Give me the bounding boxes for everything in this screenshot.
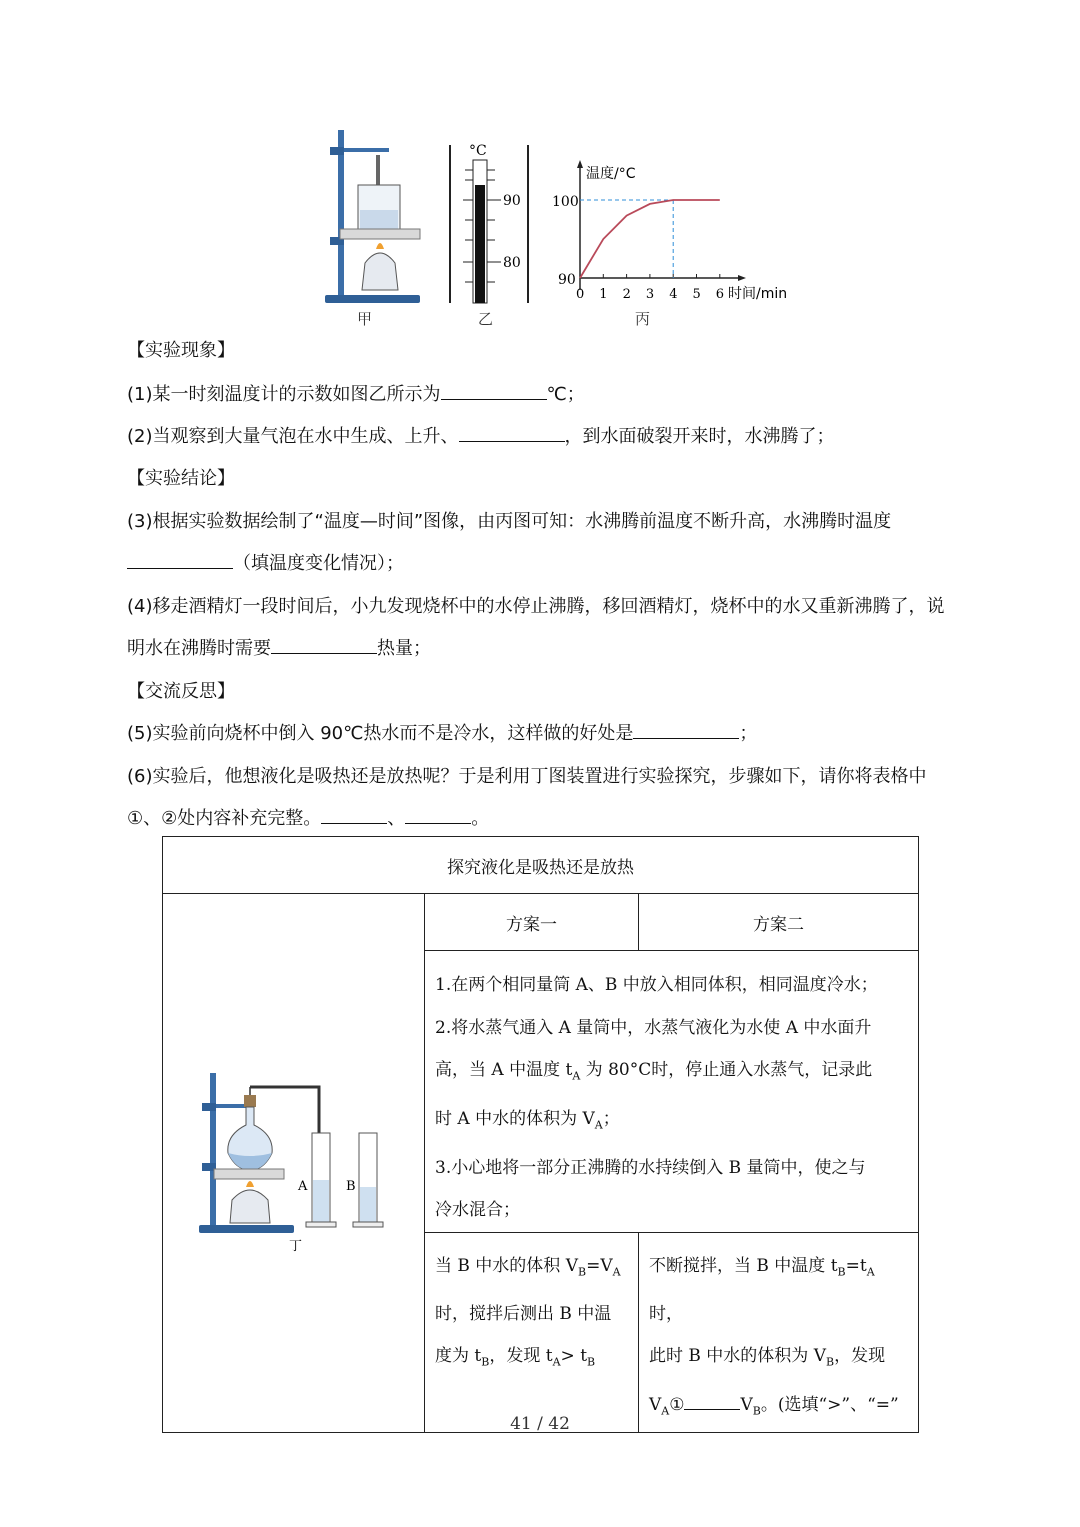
- answer-blank-2[interactable]: [459, 423, 565, 442]
- graph-x-tick-label: 0: [576, 287, 585, 302]
- thermometer-yi-figure: [445, 125, 535, 310]
- question-6-text: ①、②处内容补充完整。: [127, 808, 322, 829]
- plan-1-line-1: 当 B 中水的体积 $V_B=V_A$: [435, 1255, 621, 1279]
- question-5-text: (5)实验前向烧杯中倒入 90℃热水而不是冷水，这样做的好处是: [127, 723, 634, 744]
- plan-2-header: 方案二: [639, 894, 919, 951]
- experiment-table: [162, 836, 918, 1417]
- temperature-time-graph: [550, 160, 810, 345]
- section-phenomenon: 【实验现象】: [127, 340, 235, 361]
- plan-2-line-2: 此时 B 中水的体积为 $V_B$，发现: [649, 1346, 886, 1369]
- answer-blank-6b[interactable]: [405, 805, 471, 824]
- question-4-line-2: [127, 634, 431, 660]
- graph-x-tick-label: 5: [692, 287, 701, 302]
- plan-1-line-2: 时，搅拌后测出 B 中温: [435, 1304, 612, 1325]
- plan-2-line-1: 不断搅拌，当 B 中温度 $t_B=t_A$ 时，: [649, 1255, 875, 1325]
- figure-caption-bing: 丙: [635, 310, 651, 328]
- plan-1-header: 方案一: [425, 894, 639, 951]
- plan-1-line-3: 度为 $t_B$，发现 $t_A> t_B$: [435, 1346, 596, 1369]
- question-2-text: (2)当观察到大量气泡在水中生成、上升、: [127, 426, 459, 447]
- step-1: 1.在两个相同量筒 A、B 中放入相同体积，相同温度冷水；: [435, 975, 878, 995]
- thermometer-tick-80: 80: [503, 255, 521, 271]
- graph-y-bottom: 90: [558, 272, 576, 288]
- shared-steps-cell: [425, 951, 919, 1233]
- question-6-line-2: [127, 804, 489, 830]
- figure-caption-yi: 乙: [478, 310, 494, 328]
- graph-x-tick-label: 6: [715, 287, 725, 302]
- thermometer-tick-90: 90: [503, 193, 521, 209]
- answer-blank-3[interactable]: [127, 550, 233, 569]
- answer-blank-4[interactable]: [271, 635, 377, 654]
- page-number: 41 / 42: [510, 1414, 570, 1434]
- answer-blank-table-1[interactable]: [684, 1391, 740, 1410]
- step-3-line-1: 3.小心地将一部分正沸腾的水持续倒入 B 量筒中，使之与: [435, 1157, 866, 1178]
- question-4-line-1: (4)移走酒精灯一段时间后，小九发现烧杯中的水停止沸腾，移回酒精灯，烧杯中的水又重新沸腾了，说: [127, 596, 945, 617]
- question-6-end: 。: [471, 808, 490, 829]
- question-1-text: (1)某一时刻温度计的示数如图乙所示为: [127, 384, 441, 405]
- question-3-tail: （填温度变化情况）；: [233, 553, 404, 574]
- question-3-line-2: [127, 549, 404, 575]
- step-3-line-2: 冷水混合；: [435, 1200, 520, 1221]
- figure-caption-jia: 甲: [357, 310, 373, 328]
- section-conclusion: 【实验结论】: [127, 468, 235, 489]
- step-2-line-2: 高，当 A 中温度 $t_A$ 为 80°C时，停止通入水蒸气，记录此: [435, 1060, 873, 1083]
- question-4-tail: 热量；: [377, 638, 431, 659]
- graph-x-tick-label: 4: [669, 287, 678, 302]
- graph-x-tick-label: 3: [645, 287, 655, 302]
- apparatus-ding-figure: [194, 1065, 394, 1255]
- graph-y-label: 温度/°C: [586, 166, 636, 182]
- question-1-unit: ℃；: [546, 384, 585, 405]
- question-2-tail: ，到水面破裂开来时，水沸腾了；: [564, 426, 835, 447]
- question-5-tail: ；: [739, 723, 758, 744]
- question-1: [127, 380, 585, 406]
- step-2-line-1: 2.将水蒸气通入 A 量筒中，水蒸气液化为水使 A 中水面升: [435, 1017, 872, 1038]
- answer-blank-1[interactable]: [441, 381, 547, 400]
- apparatus-jia-figure: [310, 125, 430, 310]
- table-title: 探究液化是吸热还是放热: [163, 837, 919, 894]
- question-3-line-1: (3)根据实验数据绘制了“温度—时间”图像，由丙图可知：水沸腾前温度不断升高，水沸腾时温度: [127, 511, 892, 532]
- plan-2-cell: [639, 1232, 919, 1432]
- figure-group-top: [300, 125, 820, 330]
- question-2: [127, 422, 835, 448]
- plan-1-cell: [425, 1232, 639, 1432]
- question-6-separator: 、: [387, 808, 406, 829]
- answer-blank-5[interactable]: [633, 720, 739, 739]
- plan-2-line-3: $V_A①$ $V_B$。(选填“>”、“=”: [649, 1384, 910, 1432]
- question-6-line-1: (6)实验后，他想液化是吸热还是放热呢？于是利用丁图装置进行实验探究，步骤如下，请你将表格中: [127, 766, 927, 787]
- thermometer-unit: °C: [469, 143, 487, 159]
- cylinder-b-label: B: [345, 1179, 356, 1195]
- figure-caption-ding: 丁: [288, 1239, 302, 1255]
- question-4-text: 明水在沸腾时需要: [127, 638, 271, 659]
- graph-y-top: 100: [552, 194, 579, 210]
- section-reflection: 【交流反思】: [127, 681, 235, 702]
- graph-temperature-curve: [580, 200, 720, 278]
- graph-x-label: 时间/min: [728, 286, 788, 302]
- graph-x-tick-label: 2: [622, 287, 631, 302]
- cylinder-a-label: A: [297, 1179, 307, 1195]
- question-5: [127, 719, 757, 745]
- graph-x-tick-label: 1: [599, 287, 608, 302]
- apparatus-ding-cell: [163, 894, 425, 1433]
- step-2-line-3: 时 A 中水的体积为 $V_A$；: [435, 1108, 620, 1132]
- answer-blank-6a[interactable]: [321, 805, 387, 824]
